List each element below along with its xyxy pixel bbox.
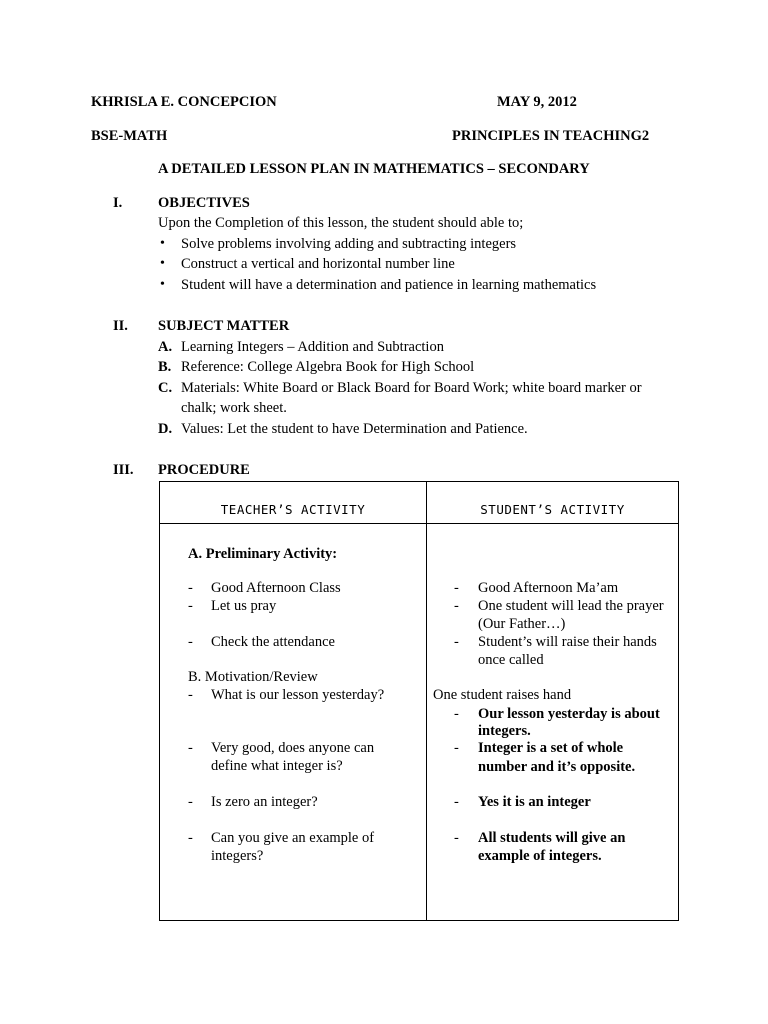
student-activity-cell: [427, 524, 679, 921]
teacher-line: integers?: [211, 848, 264, 864]
student-line: (Our Father…): [478, 616, 566, 632]
section-heading-procedure: PROCEDURE: [158, 462, 250, 478]
objectives-intro: Upon the Completion of this lesson, the student should able to;: [158, 215, 524, 231]
section-heading-objectives: OBJECTIVES: [158, 195, 250, 211]
teacher-column-header: TEACHER’S ACTIVITY: [220, 502, 366, 517]
student-line: One student raises hand: [433, 687, 572, 703]
student-column-header: STUDENT’S ACTIVITY: [480, 502, 625, 517]
procedure-table: [159, 481, 679, 921]
bullet-icon: •: [160, 236, 165, 251]
dash-marker: -: [454, 706, 459, 722]
item-letter: C.: [158, 380, 173, 396]
dash-marker: -: [188, 740, 193, 756]
bullet-icon: •: [160, 277, 165, 292]
preliminary-activity-heading: A. Preliminary Activity:: [188, 546, 338, 562]
dash-marker: -: [188, 580, 193, 596]
dash-marker: -: [454, 580, 459, 596]
document-title: A DETAILED LESSON PLAN IN MATHEMATICS – SECONDARY: [158, 161, 590, 177]
student-column-header-cell: [427, 482, 679, 524]
student-answer: All students will give an: [478, 830, 626, 846]
student-line: Student’s will raise their hands: [478, 634, 657, 650]
dash-marker: -: [454, 830, 459, 846]
teacher-column-header-cell: [160, 482, 427, 524]
dash-marker: -: [188, 687, 193, 703]
section-numeral-objectives: I.: [113, 195, 123, 211]
objective-item: Construct a vertical and horizontal number line: [181, 256, 455, 272]
item-letter: B.: [158, 359, 172, 375]
dash-marker: -: [188, 634, 193, 650]
dash-marker: -: [188, 830, 193, 846]
section-heading-subject-matter: SUBJECT MATTER: [158, 318, 290, 334]
dash-marker: -: [454, 740, 459, 756]
item-letter: D.: [158, 421, 173, 437]
student-answer: number and it’s opposite.: [478, 759, 636, 775]
student-line: Good Afternoon Ma’am: [478, 580, 619, 596]
author-name: KHRISLA E. CONCEPCION: [91, 94, 277, 110]
dash-marker: -: [454, 598, 459, 614]
teacher-line: Let us pray: [211, 598, 277, 614]
teacher-activity-cell: [160, 524, 427, 921]
subject-item: Values: Let the student to have Determination and Patience.: [181, 421, 528, 437]
student-answer: Yes it is an integer: [478, 794, 591, 810]
teacher-line: Very good, does anyone can: [211, 740, 375, 756]
subject-item-continuation: chalk; work sheet.: [181, 400, 287, 416]
dash-marker: -: [454, 794, 459, 810]
lesson-date: MAY 9, 2012: [497, 94, 577, 110]
teacher-line: Check the attendance: [211, 634, 335, 650]
teacher-line: Can you give an example of: [211, 830, 375, 846]
student-line: once called: [478, 652, 544, 668]
student-answer: Our lesson yesterday is about: [478, 706, 660, 722]
objective-item: Student will have a determination and patience in learning mathematics: [181, 277, 597, 293]
dash-marker: -: [188, 598, 193, 614]
objective-item: Solve problems involving adding and subtracting integers: [181, 236, 517, 252]
dash-marker: -: [454, 634, 459, 650]
subject-item: Materials: White Board or Black Board for Board Work; white board marker or: [181, 380, 642, 396]
subject-item: Learning Integers – Addition and Subtraction: [181, 339, 444, 355]
teacher-line: Good Afternoon Class: [211, 580, 341, 596]
motivation-heading: B. Motivation/Review: [188, 669, 318, 685]
course-label: BSE-MATH: [91, 128, 168, 144]
student-answer: Integer is a set of whole: [478, 740, 624, 756]
student-answer: integers.: [478, 723, 531, 739]
student-answer: example of integers.: [478, 848, 602, 864]
bullet-icon: •: [160, 256, 165, 271]
subject-label: PRINCIPLES IN TEACHING2: [452, 128, 650, 144]
student-line: One student will lead the prayer: [478, 598, 664, 614]
dash-marker: -: [188, 794, 193, 810]
teacher-line: What is our lesson yesterday?: [211, 687, 385, 703]
teacher-line: Is zero an integer?: [211, 794, 318, 810]
section-numeral-procedure: III.: [113, 462, 134, 478]
teacher-line: define what integer is?: [211, 758, 343, 774]
item-letter: A.: [158, 339, 173, 355]
subject-item: Reference: College Algebra Book for High School: [181, 359, 475, 375]
section-numeral-subject-matter: II.: [113, 318, 128, 334]
